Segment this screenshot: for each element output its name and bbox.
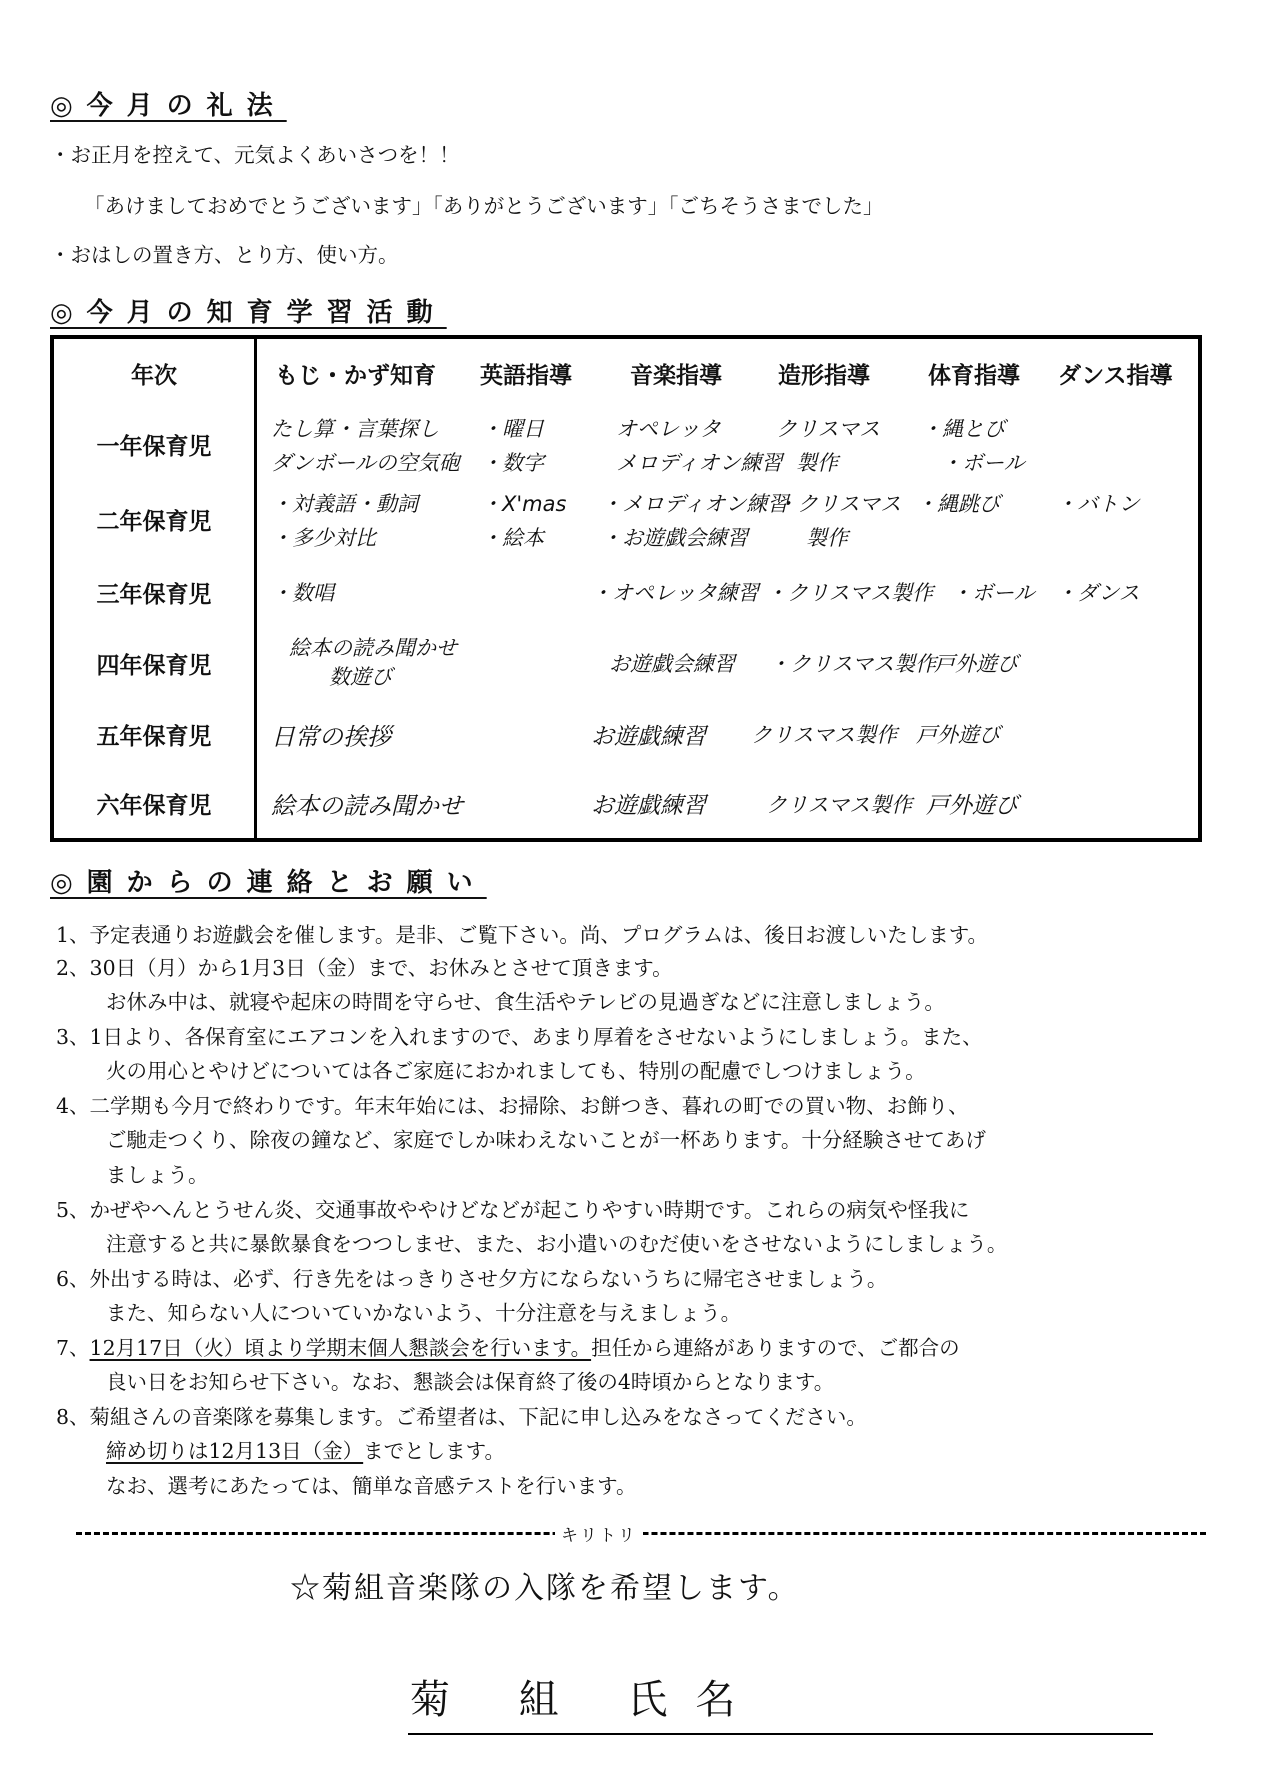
cut-label: キリトリ xyxy=(555,1521,643,1546)
activity-entry: ダンボールの空気砲 xyxy=(271,450,460,475)
activity-entry: お遊戯練習 xyxy=(591,793,706,819)
activity-cell xyxy=(256,557,1201,627)
activity-entry: ・バトン xyxy=(1056,491,1140,516)
table-row xyxy=(52,482,1200,557)
notice-line: ご馳走つくり、除夜の鐘など、家庭でしか味わえないことが一杯あります。十分経験させてあげ xyxy=(106,1128,986,1152)
activity-entry: ・縄とび xyxy=(921,416,1005,441)
activity-entry-group xyxy=(271,634,609,693)
activity-entry: ・絵本 xyxy=(481,525,544,550)
notice-line: また、知らない人についていかないよう、十分注意を与えましょう。 xyxy=(106,1301,742,1325)
activity-entry: ・お遊戯会練習 xyxy=(601,525,748,550)
notice-line: 5、かぜやへんとうせん炎、交通事故ややけどなどが起こりやすい時期です。これらの病気や怪我に xyxy=(56,1198,970,1222)
activity-entry: 戸外遊び xyxy=(916,723,1000,747)
year-label: 二年保育児 xyxy=(52,482,256,557)
notices-title: ◎園からの連絡とお願い xyxy=(50,868,487,898)
activity-entry: 絵本の読み聞かせ xyxy=(289,635,457,660)
manners-item: 「あけましておめでとうございます」「ありがとうございます」「ごちそうさまでした」 xyxy=(84,194,884,218)
notice-line: 8、菊組さんの音楽隊を募集します。ご希望者は、下記に申し込みをなさってください。 xyxy=(56,1405,867,1429)
subject-header: 英語指導 xyxy=(480,362,572,389)
notice-line: 火の用心とやけどについては各ご家庭におかれましても、特別の配慮でしつけましょう。 xyxy=(106,1059,926,1083)
notice-line: 6、外出する時は、必ず、行き先をはっきりさせ夕方にならないうちに帰宅させましょう。 xyxy=(56,1267,888,1291)
subject-headers xyxy=(256,337,1201,407)
activity-cell xyxy=(256,769,1201,840)
activity-cell xyxy=(256,482,1201,557)
subject-header: 音楽指導 xyxy=(630,362,722,389)
subject-header: 体育指導 xyxy=(928,362,1020,389)
subject-header: 造形指導 xyxy=(778,362,870,389)
year-label: 三年保育児 xyxy=(52,557,256,627)
year-label: 五年保育児 xyxy=(52,699,256,769)
activity-entry: クリスマス製作 xyxy=(751,723,898,747)
activity-entry: ・ボール xyxy=(951,581,1035,605)
notice-line: 2、30日（月）から1月3日（金）まで、お休みとさせて頂きます。 xyxy=(56,956,673,980)
activity-entry: ・クリスマス製作 xyxy=(769,652,937,676)
notice-line: 良い日をお知らせ下さい。なお、懇談会は保育終了後の4時頃からとなります。 xyxy=(106,1370,835,1394)
activity-entry: 製作 xyxy=(796,450,838,475)
table-row xyxy=(52,627,1200,699)
table-row xyxy=(52,699,1200,769)
activity-entry: メロディオン練習 xyxy=(616,450,783,475)
activity-entry: ・縄跳び xyxy=(916,491,1000,516)
activity-entry: クリスマス製作 xyxy=(766,792,913,817)
activity-entry: たし算・言葉探し xyxy=(271,416,439,441)
notice-number: 7、 xyxy=(56,1336,90,1360)
activity-entry: 戸外遊び xyxy=(934,652,1018,676)
year-label: 四年保育児 xyxy=(52,627,256,699)
activity-entry: オペレッタ xyxy=(616,416,721,441)
year-label: 六年保育児 xyxy=(52,769,256,840)
activity-entry: ・メロディオン練習 xyxy=(601,491,789,516)
name-label: 菊 組 氏名 xyxy=(410,1677,764,1723)
activity-entry: 戸外遊び xyxy=(926,793,1018,819)
table-header-row xyxy=(52,337,1200,407)
activity-entry: ・多少対比 xyxy=(271,525,376,550)
activity-entry: お遊戯練習 xyxy=(591,723,706,750)
activity-entry: ・クリスマス xyxy=(776,491,902,516)
notice-line: なお、選考にあたっては、簡単な音感テストを行います。 xyxy=(106,1474,637,1498)
name-underline xyxy=(408,1733,1153,1735)
application-statement: ☆菊組音楽隊の入隊を希望します。 xyxy=(290,1571,800,1606)
subject-header: もじ・かず知育 xyxy=(275,362,436,389)
notice-line: 注意すると共に暴飲暴食をつつしませ、また、お小遣いのむだ使いをさせないようにしましょう。 xyxy=(106,1232,1008,1256)
learning-title: ◎今月の知育学習活動 xyxy=(50,298,447,328)
activity-cell xyxy=(256,627,1201,699)
notice-line: ましょう。 xyxy=(106,1163,209,1187)
activity-cell xyxy=(256,407,1201,482)
table-row xyxy=(52,769,1200,840)
activity-entry: ・曜日 xyxy=(481,416,544,441)
notice-line: 3、1日より、各保育室にエアコンを入れますので、あまり厚着をさせないようにしましょう。また、 xyxy=(56,1025,983,1049)
notice-line xyxy=(106,1441,505,1462)
activity-entry: ・ダンス xyxy=(1056,581,1140,605)
manners-item: ・おはしの置き方、とり方、使い方。 xyxy=(50,243,399,267)
activity-entry: 日常の挨拶 xyxy=(271,722,391,751)
activity-entry: ・ボール xyxy=(941,450,1025,475)
notice-line xyxy=(56,1338,960,1359)
activity-entry: お遊戯会練習 xyxy=(609,652,735,676)
activity-entry: ・オペレッタ練習 xyxy=(591,581,759,605)
activity-entry: 数遊び xyxy=(329,665,392,689)
manners-title: ◎今月の礼法 xyxy=(50,91,287,121)
activity-cell xyxy=(256,699,1201,769)
notice-underlined: 12月17日（火）頃より学期末個人懇談会を行います。 xyxy=(89,1336,592,1360)
notice-text: までとします。 xyxy=(363,1439,506,1463)
notice-line: 1、予定表通りお遊戯会を催します。是非、ご覧下さい。尚、プログラムは、後日お渡しいたします。 xyxy=(56,923,989,947)
activity-entry: クリスマス xyxy=(776,416,881,441)
year-header: 年次 xyxy=(52,337,256,407)
activity-entry: ・対義語・動詞 xyxy=(271,491,418,516)
manners-item: ・お正月を控えて、元気よくあいさつを！！ xyxy=(50,143,460,167)
notice-line: お休み中は、就寝や起床の時間を守らせ、食生活やテレビの見過ぎなどに注意しましょう。 xyxy=(106,990,945,1014)
activity-table xyxy=(50,335,1202,842)
activity-entry: ・数唱 xyxy=(271,581,334,605)
activity-entry: 製作 xyxy=(806,525,848,550)
activity-entry: ・クリスマス製作 xyxy=(766,581,934,605)
notice-line: 4、二学期も今月で終わりです。年末年始には、お掃除、お餅つき、暮れの町での買い物、お飾り、 xyxy=(56,1094,969,1118)
notice-text: 担任から連絡がありますので、ご都合の xyxy=(591,1336,960,1360)
notice-underlined: 締め切りは12月13日（金） xyxy=(106,1439,364,1463)
activity-entry: ・X'mas xyxy=(481,491,567,516)
activity-entry: 絵本の読み聞かせ xyxy=(271,792,463,820)
subject-header: ダンス指導 xyxy=(1058,362,1173,389)
table-row xyxy=(52,407,1200,482)
year-label: 一年保育児 xyxy=(52,407,256,482)
activity-entry: ・数字 xyxy=(481,450,544,475)
table-row xyxy=(52,557,1200,627)
